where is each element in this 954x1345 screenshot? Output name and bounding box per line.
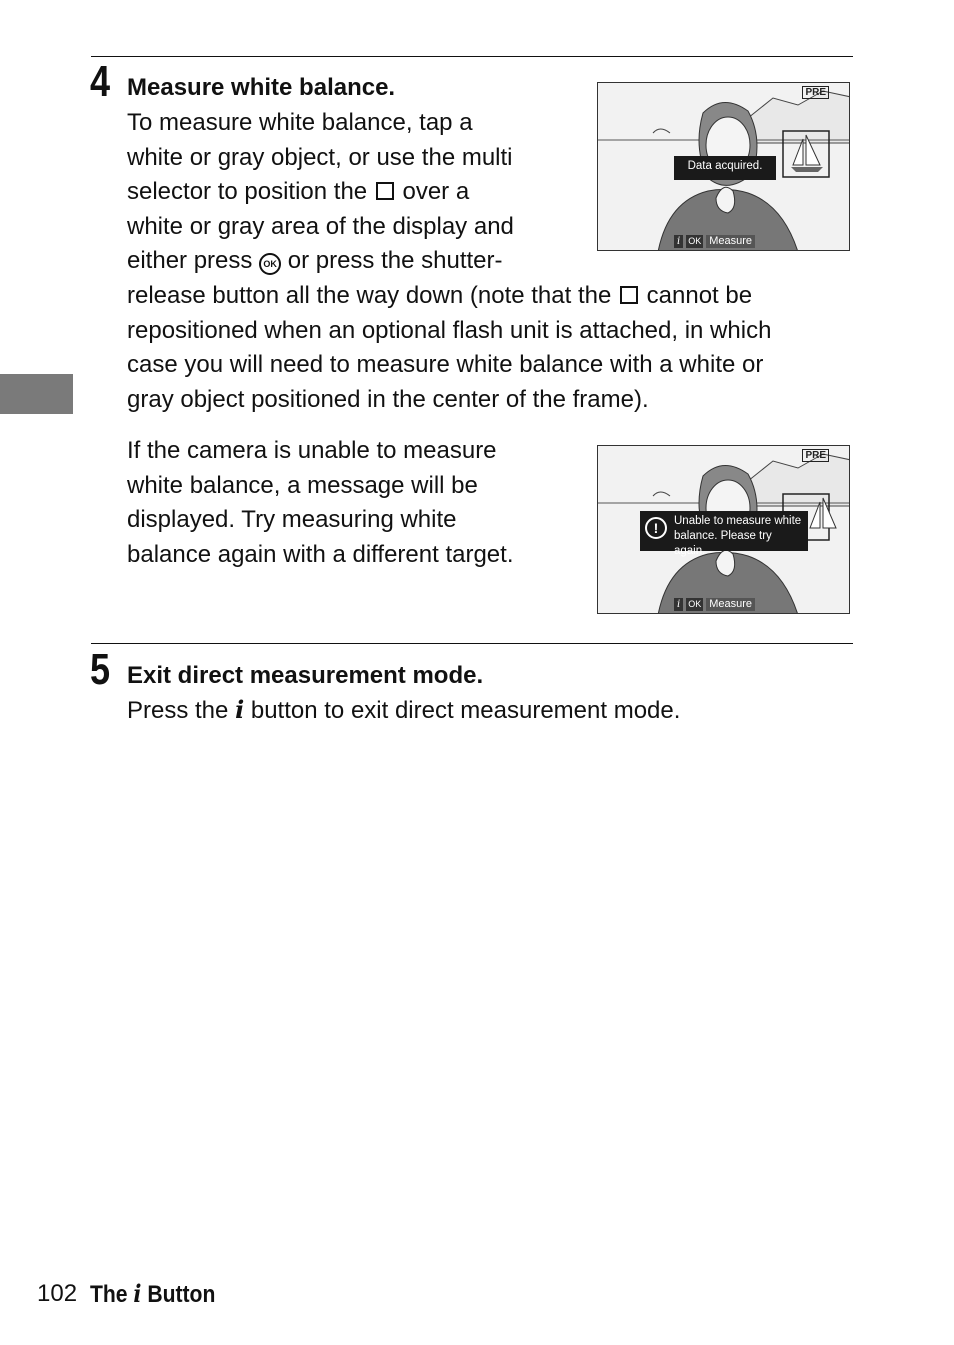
step-4-error-paragraph (127, 434, 513, 572)
i-button-icon: i (235, 695, 245, 724)
preset-badge: PRE (802, 449, 829, 462)
text-line (127, 279, 771, 314)
text-line: repositioned when an optional flash unit is attached, in which (127, 316, 772, 344)
text-line: case you will need to measure white balance with a white or (127, 351, 764, 378)
text-span: button to exit direct measurement mode. (250, 697, 681, 724)
ok-button-icon: OK (259, 253, 281, 275)
text-span: Button (147, 1281, 216, 1308)
text-span: or press the shutter- (287, 247, 503, 274)
ok-icon: OK (688, 236, 702, 246)
text-line: displayed. Try measuring white (127, 506, 457, 533)
measure-label: Measure (706, 235, 755, 248)
step-4-paragraph-continued (127, 279, 771, 417)
status-message: Data acquired. (674, 156, 776, 180)
text-line: balance again with a different target. (127, 540, 514, 568)
step-4-heading: Measure white balance. (127, 74, 396, 101)
screen-bottom-bar (674, 234, 755, 249)
section-rule (91, 643, 853, 644)
text-line: white or gray object, or use the multi (127, 143, 513, 171)
camera-screen-unable-to-measure (597, 445, 850, 614)
ok-icon: OK (688, 599, 702, 609)
text-span: The (90, 1281, 128, 1308)
page-number: 102 (37, 1280, 78, 1307)
text-line: white balance, a message will be (127, 471, 478, 499)
text-span: release button all the way down (note that the (127, 282, 612, 309)
focus-square-icon (376, 182, 394, 200)
step-number-5: 5 (90, 645, 111, 694)
text-span: over a (402, 178, 470, 205)
focus-square-icon (620, 286, 638, 304)
top-rule (91, 56, 853, 57)
message-line: Unable to measure white (674, 515, 802, 527)
running-footer-title (90, 1279, 215, 1310)
text-line: If the camera is unable to measure (127, 437, 497, 464)
step-5-heading: Exit direct measurement mode. (127, 662, 484, 689)
text-line (127, 175, 514, 210)
text-line: To measure white balance, tap a (127, 109, 473, 136)
text-line: white or gray area of the display and (127, 212, 514, 240)
text-span: cannot be (646, 282, 753, 309)
text-line (127, 244, 514, 279)
message-line: balance. Please try again. (674, 530, 772, 557)
i-button-icon: i (674, 598, 683, 611)
i-button-icon: i (674, 235, 683, 248)
camera-screen-data-acquired (597, 82, 850, 251)
text-line: gray object positioned in the center of the frame). (127, 385, 649, 413)
warning-icon: ! (645, 517, 667, 539)
measure-label: Measure (706, 598, 755, 611)
preset-badge: PRE (802, 86, 829, 99)
text-line (127, 693, 680, 728)
text-span: either press (127, 247, 253, 274)
step-5-paragraph (127, 693, 680, 728)
step-4-paragraph (127, 106, 514, 279)
text-span: Press the (127, 697, 229, 724)
text-span: selector to position the (127, 178, 368, 205)
error-message (640, 511, 808, 557)
i-button-icon: i (133, 1279, 142, 1308)
step-number-4: 4 (90, 57, 111, 106)
screen-bottom-bar (674, 597, 755, 612)
chapter-tab (0, 374, 73, 414)
